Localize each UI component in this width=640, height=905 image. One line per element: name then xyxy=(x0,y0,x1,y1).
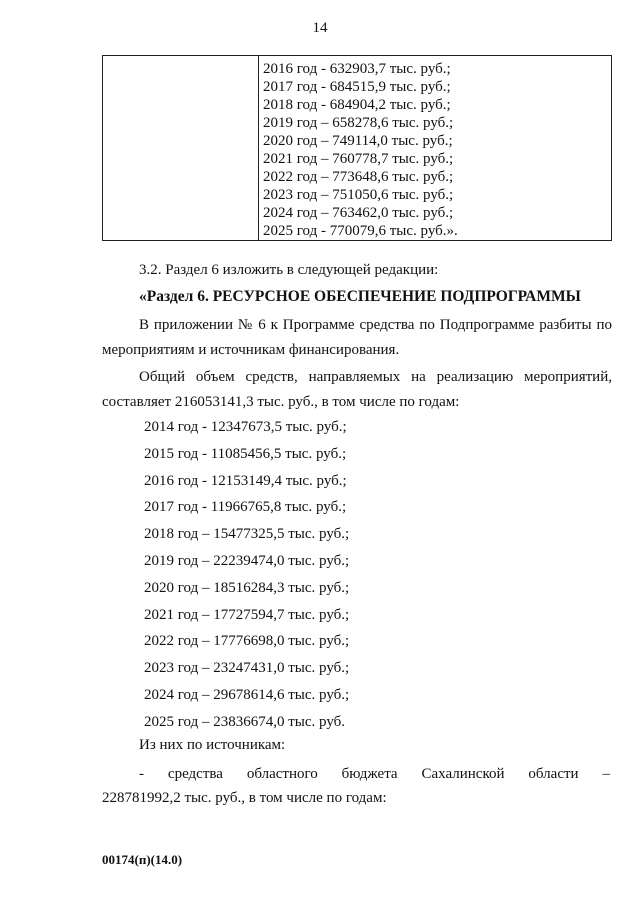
source-word: области xyxy=(528,766,579,782)
table-line: 2025 год - 770079,6 тыс. руб.». xyxy=(263,223,458,239)
table-line: 2017 год - 684515,9 тыс. руб.; xyxy=(263,79,451,95)
section-heading: «Раздел 6. РЕСУРСНОЕ ОБЕСПЕЧЕНИЕ ПОДПРОГРАММЫ xyxy=(139,288,581,305)
source-first-line xyxy=(102,762,610,786)
table-line: 2018 год - 684904,2 тыс. руб.; xyxy=(263,97,451,113)
page-number: 14 xyxy=(312,20,328,36)
list-item: 2020 год – 18516284,3 тыс. руб.; xyxy=(144,579,350,596)
table-line: 2021 год – 760778,7 тыс. руб.; xyxy=(263,151,454,167)
paragraph-distribution: В приложении № 6 к Программе средства по Подпрограмме разбиты по мероприятиям и источникам финансирования. xyxy=(102,317,612,358)
list-item: 2015 год - 11085456,5 тыс. руб.; xyxy=(144,445,347,462)
funding-table-continuation xyxy=(102,55,612,241)
list-item: 2014 год - 12347673,5 тыс. руб.; xyxy=(144,419,347,435)
list-item: 2017 год - 11966765,8 тыс. руб.; xyxy=(144,499,347,516)
list-item: 2023 год – 23247431,0 тыс. руб.; xyxy=(144,660,350,677)
table-right-cell xyxy=(259,56,612,241)
paragraph-total-volume: Общий объем средств, направляемых на реализацию мероприятий, составляет 216053141,3 тыс. руб., в том числе по годам: xyxy=(102,369,612,410)
list-item: 2021 год – 17727594,7 тыс. руб.; xyxy=(144,606,350,623)
sources-intro: Из них по источникам: xyxy=(139,737,286,753)
list-item: 2025 год – 23836674,0 тыс. руб. xyxy=(144,713,346,730)
source-continuation: 228781992,2 тыс. руб., в том числе по годам: xyxy=(102,790,387,806)
source-word: Сахалинской xyxy=(421,766,505,782)
source-word: бюджета xyxy=(341,766,398,782)
table-line: 2020 год – 749114,0 тыс. руб.; xyxy=(263,133,453,149)
table-line: 2024 год – 763462,0 тыс. руб.; xyxy=(263,205,454,221)
list-item: 2016 год - 12153149,4 тыс. руб.; xyxy=(144,472,347,489)
source-word: средства xyxy=(167,766,223,782)
table-line: 2022 год – 773648,6 тыс. руб.; xyxy=(263,169,454,185)
table-line: 2023 год – 751050,6 тыс. руб.; xyxy=(263,187,454,203)
list-item: 2019 год – 22239474,0 тыс. руб.; xyxy=(144,552,350,569)
table-line: 2016 год - 632903,7 тыс. руб.; xyxy=(263,61,451,77)
list-item: 2024 год – 29678614,6 тыс. руб.; xyxy=(144,686,350,703)
table-line: 2019 год – 658278,6 тыс. руб.; xyxy=(263,115,454,131)
list-item: 2018 год – 15477325,5 тыс. руб.; xyxy=(144,526,350,543)
section-intro: 3.2. Раздел 6 изложить в следующей редакции: xyxy=(139,262,439,278)
list-dash: - xyxy=(139,766,144,782)
list-item: 2022 год – 17776698,0 тыс. руб.; xyxy=(144,633,350,650)
source-regional-budget xyxy=(102,762,610,810)
document-code: 00174(п)(14.0) xyxy=(102,852,183,867)
table-row xyxy=(103,56,612,241)
table-left-cell xyxy=(103,56,259,241)
funding-by-year-list xyxy=(144,418,349,740)
source-word: областного xyxy=(246,766,318,782)
source-word: – xyxy=(602,766,610,782)
